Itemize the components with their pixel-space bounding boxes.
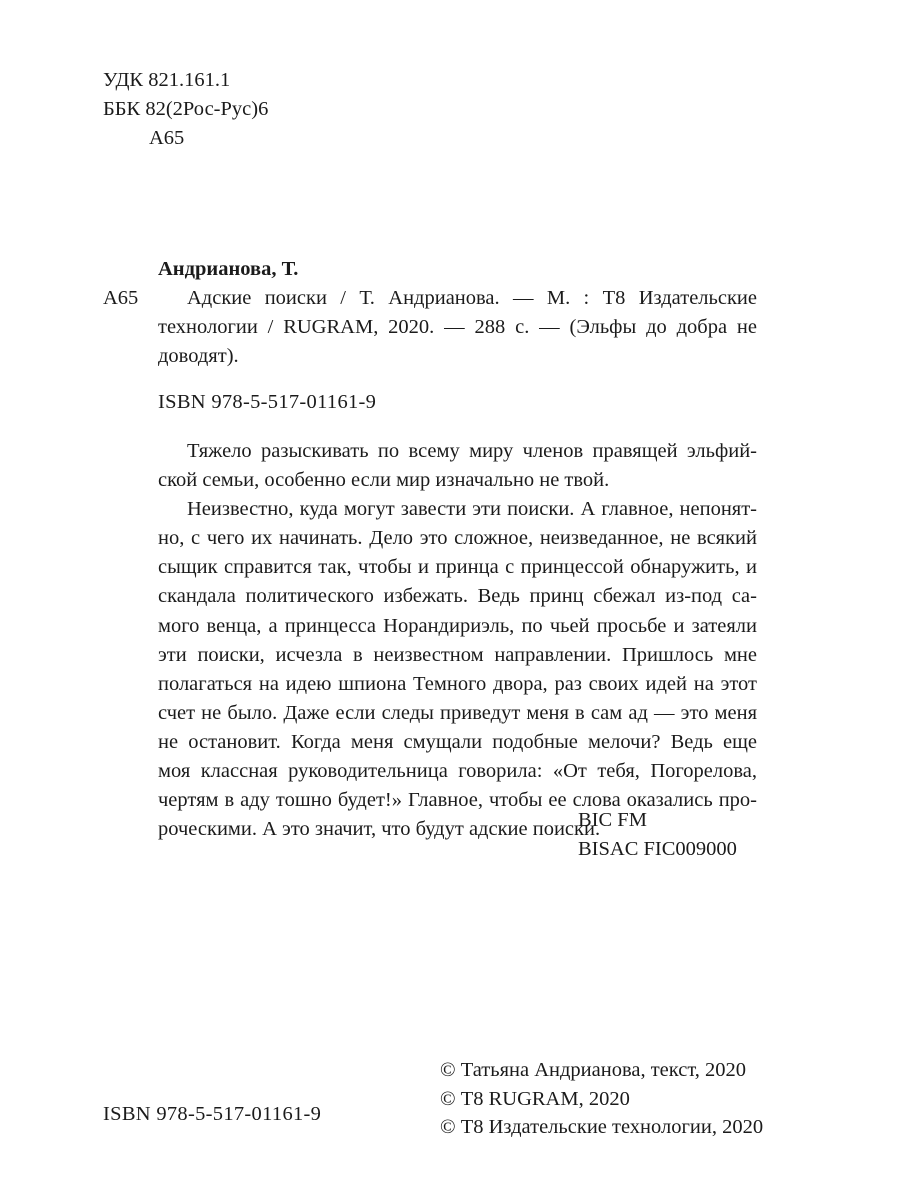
copyright-line: © Татьяна Андрианова, текст, 2020 xyxy=(440,1059,746,1081)
biblio-line: доводят). xyxy=(158,345,239,367)
udk-code: УДК 821.161.1 xyxy=(103,69,231,91)
annotation-line: чертям в аду тошно будет!» Главное, чтобы ее слова оказались про- xyxy=(158,789,757,812)
isbn-main: ISBN 978-5-517-01161-9 xyxy=(158,391,377,413)
annotation-line: полагаться на идею шпиона Темного двора, раз своих идей на этот xyxy=(158,672,757,695)
biblio-line: технологии / RUGRAM, 2020. — 288 с. — (Эльфы до добра не xyxy=(158,316,757,338)
annotation-line: Неизвестно, куда могут завести эти поиски. А главное, непонят- xyxy=(187,498,757,521)
annotation-line: мого венца, а принцесса Норандириэль, по чьей просьбе и затеяли xyxy=(158,614,757,637)
annotation-line: но, с чего их начинать. Дело это сложное, неизведанное, не всякий xyxy=(158,527,757,550)
copyright-line: © Т8 Издательские технологии, 2020 xyxy=(440,1116,764,1138)
annotation xyxy=(158,437,757,844)
author-name: Андрианова, Т. xyxy=(158,258,299,280)
isbn-footer: ISBN 978-5-517-01161-9 xyxy=(103,1103,322,1125)
annotation-line: скандала политического избежать. Ведь принц сбежал из-под са- xyxy=(158,585,757,608)
annotation-line: Тяжело разыскивать по всему миру членов правящей эльфий- xyxy=(187,440,757,462)
annotation-line: не остановит. Когда меня смущали подобные мелочи? Ведь еще xyxy=(158,730,757,753)
author-mark: А65 xyxy=(103,287,139,309)
bisac-code: BISAC FIC009000 xyxy=(578,838,737,860)
bic-code: BIC FM xyxy=(578,809,647,831)
copyright-line: © Т8 RUGRAM, 2020 xyxy=(440,1087,630,1110)
annotation-line: роческими. А это значит, что будут адские поиски. xyxy=(158,818,601,841)
bbk-code: ББК 82(2Рос-Рус)6 xyxy=(103,98,269,120)
subject-codes xyxy=(578,806,737,864)
annotation-line: счет не было. Даже если следы приведут меня в сам ад — это меня xyxy=(158,701,757,724)
biblio-line: Адские поиски / Т. Андрианова. — М. : Т8 Издательские xyxy=(187,287,757,309)
annotation-line: сыщик справится так, чтобы и принца с принцессой обнаружить, и xyxy=(158,556,757,579)
copyright-notices xyxy=(440,1056,763,1142)
author-mark-top: А65 xyxy=(149,127,185,149)
classification-block xyxy=(103,66,268,153)
annotation-line: ской семьи, особенно если мир изначально не твой. xyxy=(158,469,610,492)
annotation-line: эти поиски, исчезла в неизвестном направлении. Пришлось мне xyxy=(158,643,757,666)
annotation-line: моя классная руководительница говорила: «От тебя, Погорелова, xyxy=(158,760,757,783)
bibliographic-description xyxy=(158,284,757,371)
